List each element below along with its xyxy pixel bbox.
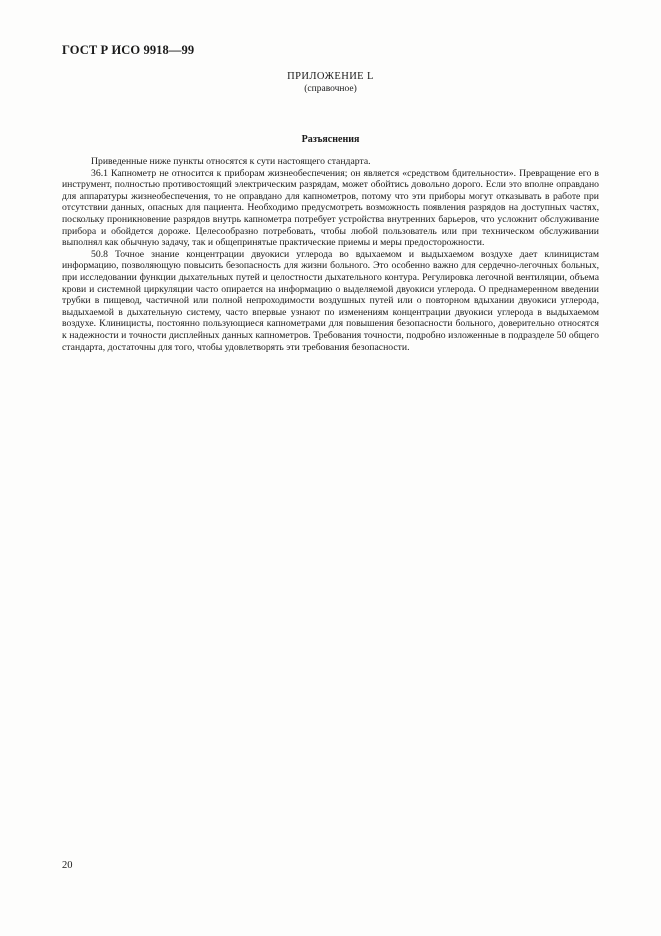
annex-title: ПРИЛОЖЕНИЕ L (287, 71, 374, 82)
paragraph-50-8: 50.8 Точное знание концентрации двуокиси углерода во вдыхаемом и выдыхаемом воздухе дает клиницистам информацию, позволяющую повысить безопасность для жизни больного. Это особенно важно для сердечно-легочных больных, при исследовании функции дыхательных путей и целостности дыхательного контура. Регулировка легочной вентиляции, объема крови и системной циркуляции часто опирается на информацию о выделяемой двуокиси углерода. О преднамеренном введении трубки в пищевод, частичной или полной непроходимости воздушных путей или о повторном вдыхании двуокиси углерода, выдыхаемой в дыхательную систему, часто впервые узнают по изменениям концентрации двуокиси углерода в выдыхаемом воздухе. Клиницисты, постоянно пользующиеся капнометрами для повышения безопасности больного, доверительно относятся к надежности и точности дисплейных данных капнометров. Требования точности, подробно изложенные в подразделе 50 общего стандарта, достаточны для того, чтобы удовлетворять эти требования безопасности. (62, 248, 599, 353)
annex-subtitle: (справочное) (304, 84, 357, 94)
page-number: 20 (62, 860, 73, 871)
paragraph-36-1: 36.1 Капнометр не относится к приборам жизнеобеспечения; он является «средством бдительности». Превращение его в инструмент, полностью противостоящий электрическим разрядам, может обойтись довольно дорого. Если это вполне оправдано для аппаратуры жизнеобеспечения, то не оправдано для капнометров, потому что эти приборы могут отказывать в работе при отсутствии данных, опасных для пациента. Необходимо предусмотреть возможность появления разрядов на доступных частях, поскольку проникновение разрядов внутрь капнометра потребует устройства внутренних барьеров, что усложнит обслуживание прибора и обойдется дороже. Целесообразно потребовать, чтобы любой пользователь или при техническом обслуживании выполнял как обычную задачу, так и общепринятые практические приемы и меры предосторожности. (62, 167, 599, 249)
paragraph-intro: Приведенные ниже пункты относятся к сути настоящего стандарта. (91, 156, 371, 167)
body-text (62, 156, 599, 353)
standard-designation: ГОСТ Р ИСО 9918—99 (62, 43, 195, 57)
section-title: Разъяснения (301, 134, 360, 145)
